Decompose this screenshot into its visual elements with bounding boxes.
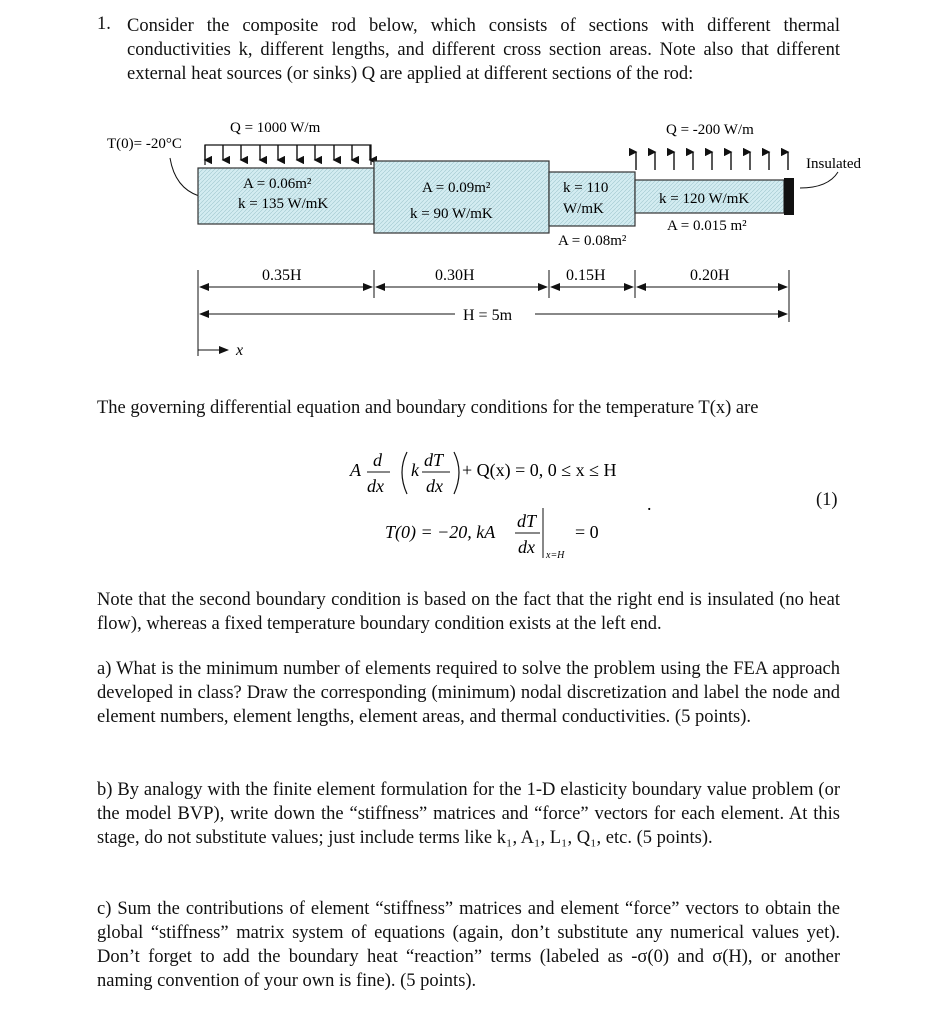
q-left-label: Q = 1000 W/m [230,120,321,136]
composite-rod-figure [0,100,943,480]
governing-equations [0,440,943,570]
eq1-rest: + Q(x) = 0, 0 ≤ x ≤ H [462,460,617,480]
eq1-k: k [411,460,419,480]
eq2-left: T(0) = −20, kA [385,522,496,542]
insulation-block [784,178,794,215]
section-2-k: k = 90 W/mK [410,206,493,222]
section-1-area: A = 0.06m² [243,176,312,192]
q-left-arrows [205,145,370,160]
eq1-paren-right [454,452,459,494]
note-paragraph: Note that the second boundary condition is based on the fact that the right end is insulated (no heat flow), whereas a fixed temperature boundary condition exists at the left end. [97,590,840,634]
left-bc-leader [170,158,199,196]
eq2-dT: dT [517,511,537,531]
eq1-dx: dx [367,476,384,496]
length-label-3: 0.15H [566,267,606,284]
part-c: c) Sum the contributions of element “stiffness” matrices and element “force” vectors to obtain the global “stiffness” matrix system of equations (again, don’t substitute any numerical values yet). Don’t forget to add the boundary heat “reaction” terms (labeled as -σ(0) and σ(H), or another naming convention of your own is fine). (5 points). [97,899,840,991]
eq1-dx2: dx [426,476,443,496]
eq2-dx: dx [518,537,535,557]
x-axis-label: x [236,342,244,359]
insulated-leader [800,172,838,188]
length-label-2: 0.30H [435,267,475,284]
q-left-bracket [205,145,371,165]
eq1-A: A [350,460,361,480]
problem-number: 1. [97,14,111,34]
q-right-label: Q = -200 W/m [666,122,754,138]
eq2-sub: x=H [546,550,565,561]
section-4-area: A = 0.015 m² [667,218,747,234]
section-3-k-line1: k = 110 [563,180,609,196]
part-b: b) By analogy with the finite element formulation for the 1-D elasticity boundary value problem (or the model BVP), write down the “stiffness” matrices and “force” vectors for each element. At this stage, do not substitute values; just include terms like k₁, A₁, L₁, Q₁, etc. (5 points). [97,780,840,848]
total-length-label: H = 5m [463,307,513,324]
section-2-area: A = 0.09m² [422,180,491,196]
left-bc-label: T(0)= -20°C [107,136,182,152]
part-a: a) What is the minimum number of elements required to solve the problem using the FEA approach developed in class? Draw the corresponding (minimum) nodal discretization and label the node and element numbers, element lengths, element areas, and thermal conductivities. (5 points). [97,659,840,727]
eq1-paren-left [402,452,407,494]
length-label-1: 0.35H [262,267,302,284]
section-3-k-line2: W/mK [563,201,604,217]
section-3-area: A = 0.08m² [558,233,627,249]
eq2-right: = 0 [575,522,599,542]
insulated-label: Insulated [806,156,861,172]
equation-number: (1) [816,490,838,510]
rod-section-2 [374,161,549,233]
problem-intro: Consider the composite rod below, which consists of sections with different thermal conductivities k, different lengths, and different cross section areas. Note also that different external heat sources (or sinks) Q are applied at different sections of the rod: [127,16,840,84]
length-label-4: 0.20H [690,267,730,284]
eq-dot: . [647,494,652,514]
q-right-arrows [636,152,788,170]
governing-intro: The governing differential equation and boundary conditions for the temperature T(x) are [97,398,759,418]
eq1-dT: dT [424,450,444,470]
section-1-k: k = 135 W/mK [238,196,329,212]
eq1-d: d [373,450,382,470]
section-4-k: k = 120 W/mK [659,191,750,207]
